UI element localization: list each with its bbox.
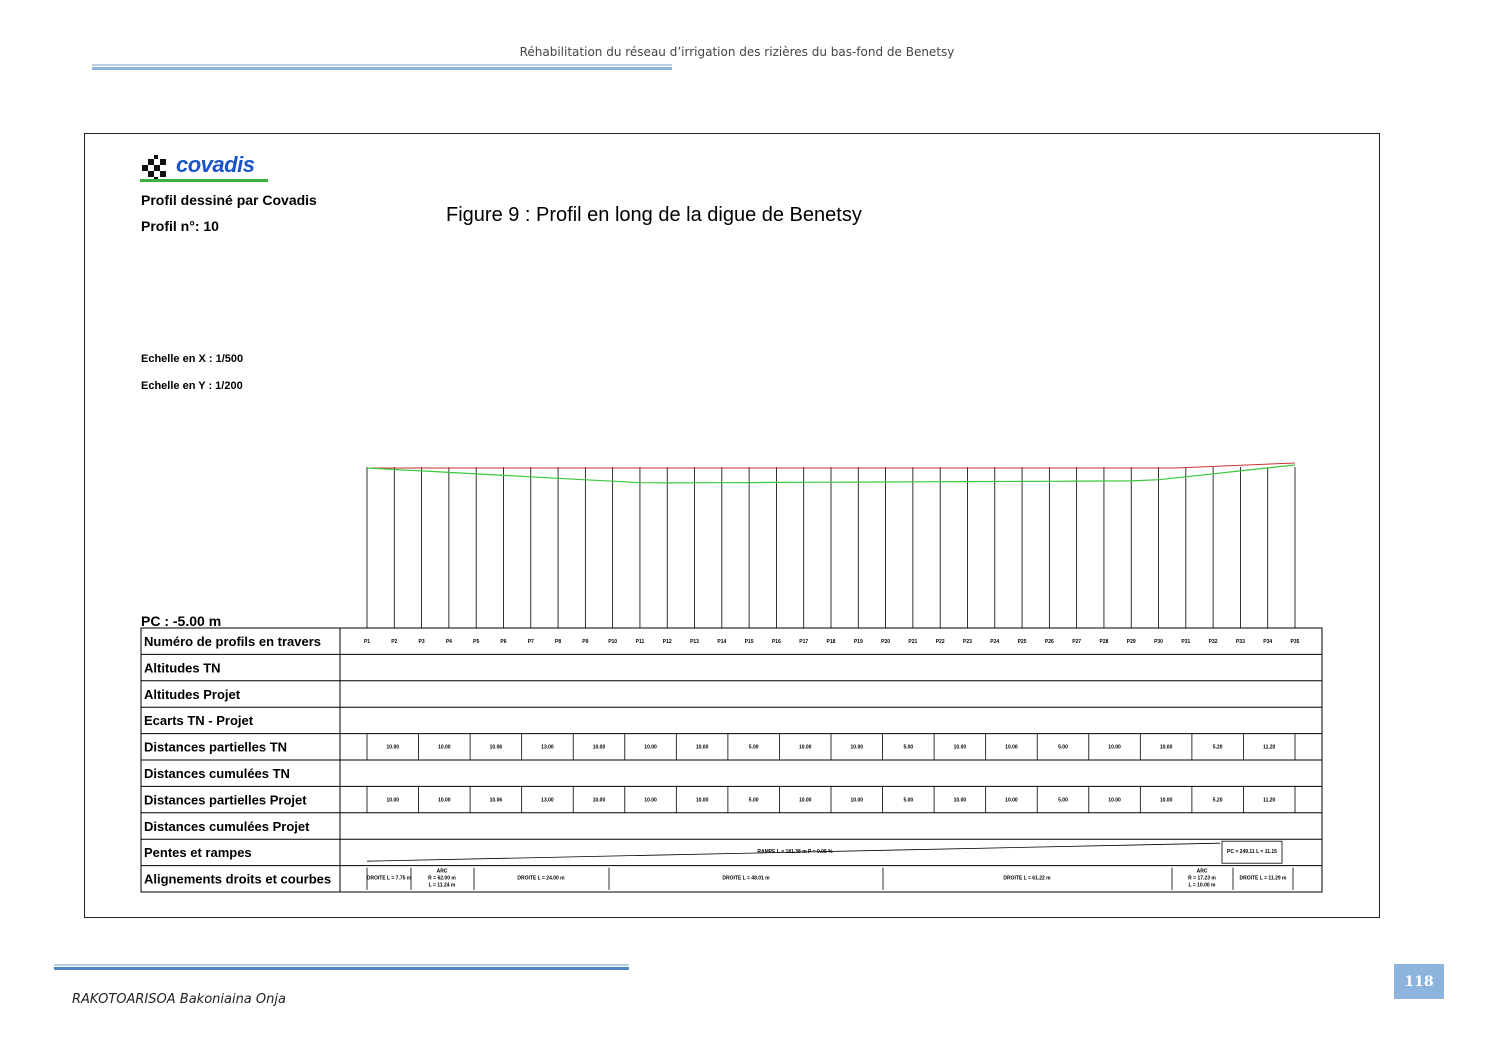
- profile-name-cell: P22: [935, 639, 945, 645]
- page-number-badge: 118: [1394, 964, 1444, 999]
- profile-name-cell: P21: [908, 639, 918, 645]
- partial-distance-cell: 10.00: [438, 744, 451, 751]
- profile-name-cell: P26: [1044, 639, 1054, 645]
- partial-distance-cell: 13.00: [541, 744, 554, 751]
- partial-distance-cell: 5.20: [1212, 744, 1223, 751]
- row-label: Distances cumulées Projet: [144, 818, 310, 834]
- profile-name-cell: P19: [853, 639, 863, 645]
- profile-name-cells: [364, 639, 1300, 645]
- profile-name-cell: P12: [662, 639, 672, 645]
- partial-distance-cell: 5.20: [1212, 797, 1223, 804]
- partial-distance-cell: 10.00: [798, 797, 812, 804]
- row-label: Distances partielles Projet: [144, 792, 307, 808]
- profile-name-cell: P35: [1290, 639, 1300, 645]
- row-label: Numéro de profils en travers: [144, 634, 321, 649]
- partial-distance-cell: 10.00: [850, 797, 864, 804]
- profile-name-cell: P15: [744, 639, 754, 645]
- reference-plane: PC : -5.00 m: [141, 613, 222, 629]
- profile-name-cell: P9: [582, 639, 589, 645]
- profile-name-cell: P31: [1181, 639, 1191, 645]
- slope-text: RAMPE L = 181.38 m P = 0.05 %: [757, 849, 833, 856]
- profile-name-cell: P28: [1099, 639, 1109, 645]
- partial-distance-cell: 10.00: [1005, 797, 1018, 804]
- partial-distance-cell: 5.00: [748, 797, 759, 804]
- scale-y: Echelle en Y : 1/200: [141, 380, 243, 392]
- partial-distance-cell: 10.00: [1159, 744, 1173, 751]
- alignment-text: DROITE L = 48.01 m: [722, 875, 770, 882]
- profile-name-cell: P2: [391, 639, 398, 645]
- scale-x: Echelle en X : 1/500: [141, 353, 244, 365]
- partial-distance-cell: 10.00: [592, 797, 606, 804]
- profile-name-cell: P30: [1154, 639, 1163, 645]
- profile-name-cell: P10: [608, 639, 618, 645]
- data-table-grid: [141, 628, 1322, 892]
- alignment-text: L = 11.24 m: [428, 882, 456, 889]
- profile-name-cell: P32: [1208, 639, 1218, 645]
- profile-name-cell: P1: [363, 639, 371, 645]
- partial-distance-cell: 10.00: [438, 797, 451, 804]
- partial-distance-cell: 10.00: [592, 744, 606, 751]
- profile-name-cell: P27: [1072, 639, 1082, 645]
- profile-author: Profil dessiné par Covadis: [141, 192, 317, 208]
- partial-distance-cell: 10.00: [1108, 744, 1121, 751]
- row-label: Ecarts TN - Projet: [144, 713, 254, 729]
- partial-distance-cell: 5.00: [1058, 797, 1068, 804]
- partial-distance-cell: 10.00: [1159, 797, 1173, 804]
- partial-distance-cell: 10.00: [695, 744, 709, 751]
- alignment-text: ARC: [1196, 868, 1208, 875]
- alignment-text: DROITE L = 61.22 m: [1003, 875, 1051, 882]
- slope-text-2: PC = 249.11 L = 11.15: [1227, 849, 1277, 856]
- figure-title: Figure 9 : Profil en long de la digue de Benetsy: [446, 204, 862, 226]
- profile-name-cell: P29: [1126, 639, 1136, 645]
- slope-row: [367, 841, 1282, 863]
- alignment-text: R = 62.00 m: [428, 875, 456, 882]
- page-header-title: Réhabilitation du réseau d’irrigation des rizières du bas-fond de Benetsy: [519, 45, 955, 59]
- profile-name-cell: P11: [635, 639, 645, 645]
- partial-distance-cell: 10.00: [695, 797, 709, 804]
- profile-name-cell: P3: [418, 639, 425, 645]
- profile-name-cell: P17: [799, 639, 809, 645]
- row-label: Altitudes TN: [144, 660, 221, 676]
- partial-distance-cell: 10.00: [953, 744, 967, 751]
- partial-distance-cells: [367, 734, 1295, 813]
- profile-name-cell: P34: [1263, 639, 1273, 645]
- profile-name-cell: P16: [771, 639, 781, 645]
- partial-distance-cell: 5.00: [748, 744, 759, 751]
- partial-distance-cell: 10.00: [798, 744, 812, 751]
- partial-distance-cell: 10.00: [953, 797, 967, 804]
- alignment-text: ARC: [436, 868, 448, 875]
- partial-distance-cell: 10.00: [1005, 744, 1018, 751]
- partial-distance-cell: 10.00: [850, 744, 864, 751]
- profile-name-cell: P20: [881, 639, 891, 645]
- row-label: Distances partielles TN: [144, 739, 288, 755]
- row-label: Distances cumulées TN: [144, 766, 290, 781]
- alignment-text: DROITE L = 11.29 m: [1239, 875, 1287, 882]
- profile-name-cell: P33: [1235, 639, 1245, 645]
- profile-name-cell: P25: [1017, 639, 1027, 645]
- partial-distance-cell: 5.00: [903, 797, 914, 804]
- profile-name-cell: P7: [527, 639, 534, 645]
- profile-name-cell: P6: [500, 639, 507, 645]
- profile-verticals: [367, 467, 1295, 628]
- row-label: Alignements droits et courbes: [144, 871, 332, 887]
- partial-distance-cell: 11.20: [1263, 797, 1276, 804]
- partial-distance-cell: 10.00: [1108, 797, 1121, 804]
- row-label: Altitudes Projet: [144, 686, 241, 702]
- footer-rule: [54, 964, 629, 970]
- partial-distance-cell: 5.00: [1058, 744, 1068, 751]
- partial-distance-cell: 13.00: [541, 797, 554, 804]
- profile-name-cell: P13: [690, 639, 699, 645]
- partial-distance-cell: 10.00: [386, 797, 400, 804]
- partial-distance-cell: 5.00: [903, 744, 914, 751]
- alignment-text: DROITE L = 7.75 m: [366, 875, 412, 882]
- alignment-text: L = 10.00 m: [1188, 882, 1216, 889]
- profile-name-cell: P8: [554, 639, 562, 645]
- partial-distance-cell: 11.20: [1263, 744, 1276, 751]
- partial-distance-cell: 10.00: [386, 744, 400, 751]
- alignment-text: DROITE L = 24.00 m: [517, 875, 565, 882]
- author-name: RAKOTOARISOA Bakoniaina Onja: [72, 992, 286, 1007]
- partial-distance-cell: 10.06: [489, 797, 503, 804]
- row-label: Pentes et rampes: [144, 845, 252, 861]
- profile-name-cell: P4: [445, 639, 452, 645]
- profile-name-cell: P24: [990, 639, 1000, 645]
- partial-distance-cell: 10.06: [489, 744, 503, 751]
- partial-distance-cell: 10.00: [644, 797, 657, 804]
- profile-name-cell: P18: [826, 639, 836, 645]
- profile-number: Profil n°: 10: [141, 218, 219, 234]
- logo-text: covadis: [176, 152, 255, 177]
- profile-name-cell: P5: [473, 639, 480, 645]
- profile-name-cell: P23: [963, 639, 972, 645]
- partial-distance-cell: 10.00: [644, 744, 657, 751]
- profile-name-cell: P14: [717, 639, 727, 645]
- alignment-text: R = 17.23 m: [1188, 875, 1216, 882]
- alignment-row: [367, 868, 1293, 890]
